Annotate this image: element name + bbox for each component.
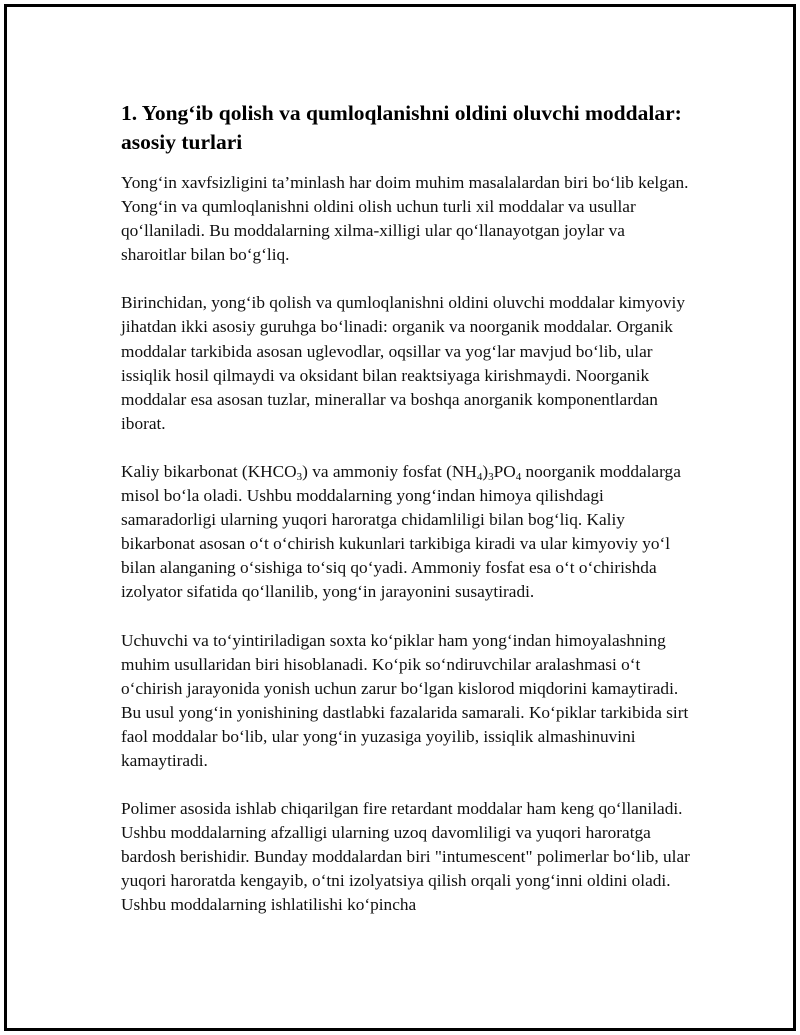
text-run: PO <box>493 461 516 481</box>
subscript: 3 <box>296 470 303 483</box>
text-run: noorganik moddalarga misol bo‘la oladi. Ushbu moddalarning yong‘indan himoya qilishdagi samaradorligi ularning yuqori haroratga chidamliligi bilan bog‘liq. Kaliy bikarbonat asosan o‘t o‘chirish kukunlari tarkibiga kiradi va ular kimyoviy yo‘l bilan alanganing o‘sishiga to‘siq qo‘yadi. Ammoniy fosfat esa o‘t o‘chirishda izolyator sifatida qo‘llanilib, yong‘in jarayonini susaytiradi. <box>121 461 681 602</box>
subscript: 3 <box>488 470 494 483</box>
text-run: ) va ammoniy fosfat (NH <box>302 461 477 481</box>
page-frame <box>4 4 796 1031</box>
subscript: 4 <box>515 470 522 483</box>
paragraph-foams: Uchuvchi va to‘yintiriladigan soxta ko‘piklar ham yong‘indan himoyalashning muhim usullaridan biri hisoblanadi. Ko‘pik so‘ndiruvchilar aralashmasi o‘t o‘chirish jarayonida yonish uchun zarur bo‘lgan kislorod miqdorini kamaytiradi. Bu usul yong‘in yonishining dastlabki fazalarida samarali. Ko‘piklar tarkibida sirt faol moddalar bo‘lib, ular yong‘in yuzasiga yoyilib, issiqlik almashinuvini kamaytiradi. <box>121 630 689 770</box>
paragraph-inorganic-examples <box>121 460 691 605</box>
paragraph-intro: Yong‘in xavfsizligini ta’minlash har doim muhim masalalardan biri bo‘lib kelgan. Yong‘in va qumloqlanishni oldini olish uchun turli xil moddalar va usullar qo‘llaniladi. Bu moddalarning xilma-xilligi ular qo‘llanayotgan joylar va sharoitlar bilan bo‘g‘liq. <box>121 173 689 265</box>
paragraph-classification: Birinchidan, yong‘ib qolish va qumloqlanishni oldini oluvchi moddalar kimyoviy jihatdan ikki asosiy guruhga bo‘linadi: organik va noorganik moddalar. Organik moddalar tarkibida asosan uglevodlar, oqsillar va yog‘lar mavjud bo‘lib, ular issiqlik hosil qilmaydi va oksidant bilan reaktsiyaga kirishmaydi. Noorganik moddalar esa asosan tuzlar, minerallar va boshqa anorganik komponentlardan iborat. <box>121 293 685 433</box>
text-run: Kaliy bikarbonat (KHCO <box>121 461 297 481</box>
text-run: ) <box>482 461 489 481</box>
section-heading: 1. Yong‘ib qolish va qumloqlanishni oldini oluvchi moddalar: asosiy turlari <box>121 101 682 154</box>
paragraph-polymers: Polimer asosida ishlab chiqarilgan fire retardant moddalar ham keng qo‘llaniladi. Ushbu moddalarning afzalligi ularning uzoq davomliligi va yuqori haroratga bardosh berishidir. Bunday moddalardan biri "intumescent" polimerlar bo‘lib, ular yuqori haroratda kengayib, o‘tni izolyatsiya qilish orqali yong‘inni oldini oladi. Ushbu moddalarning ishlatilishi ko‘pincha <box>121 799 690 915</box>
subscript: 4 <box>476 470 483 483</box>
document-body <box>121 99 691 942</box>
